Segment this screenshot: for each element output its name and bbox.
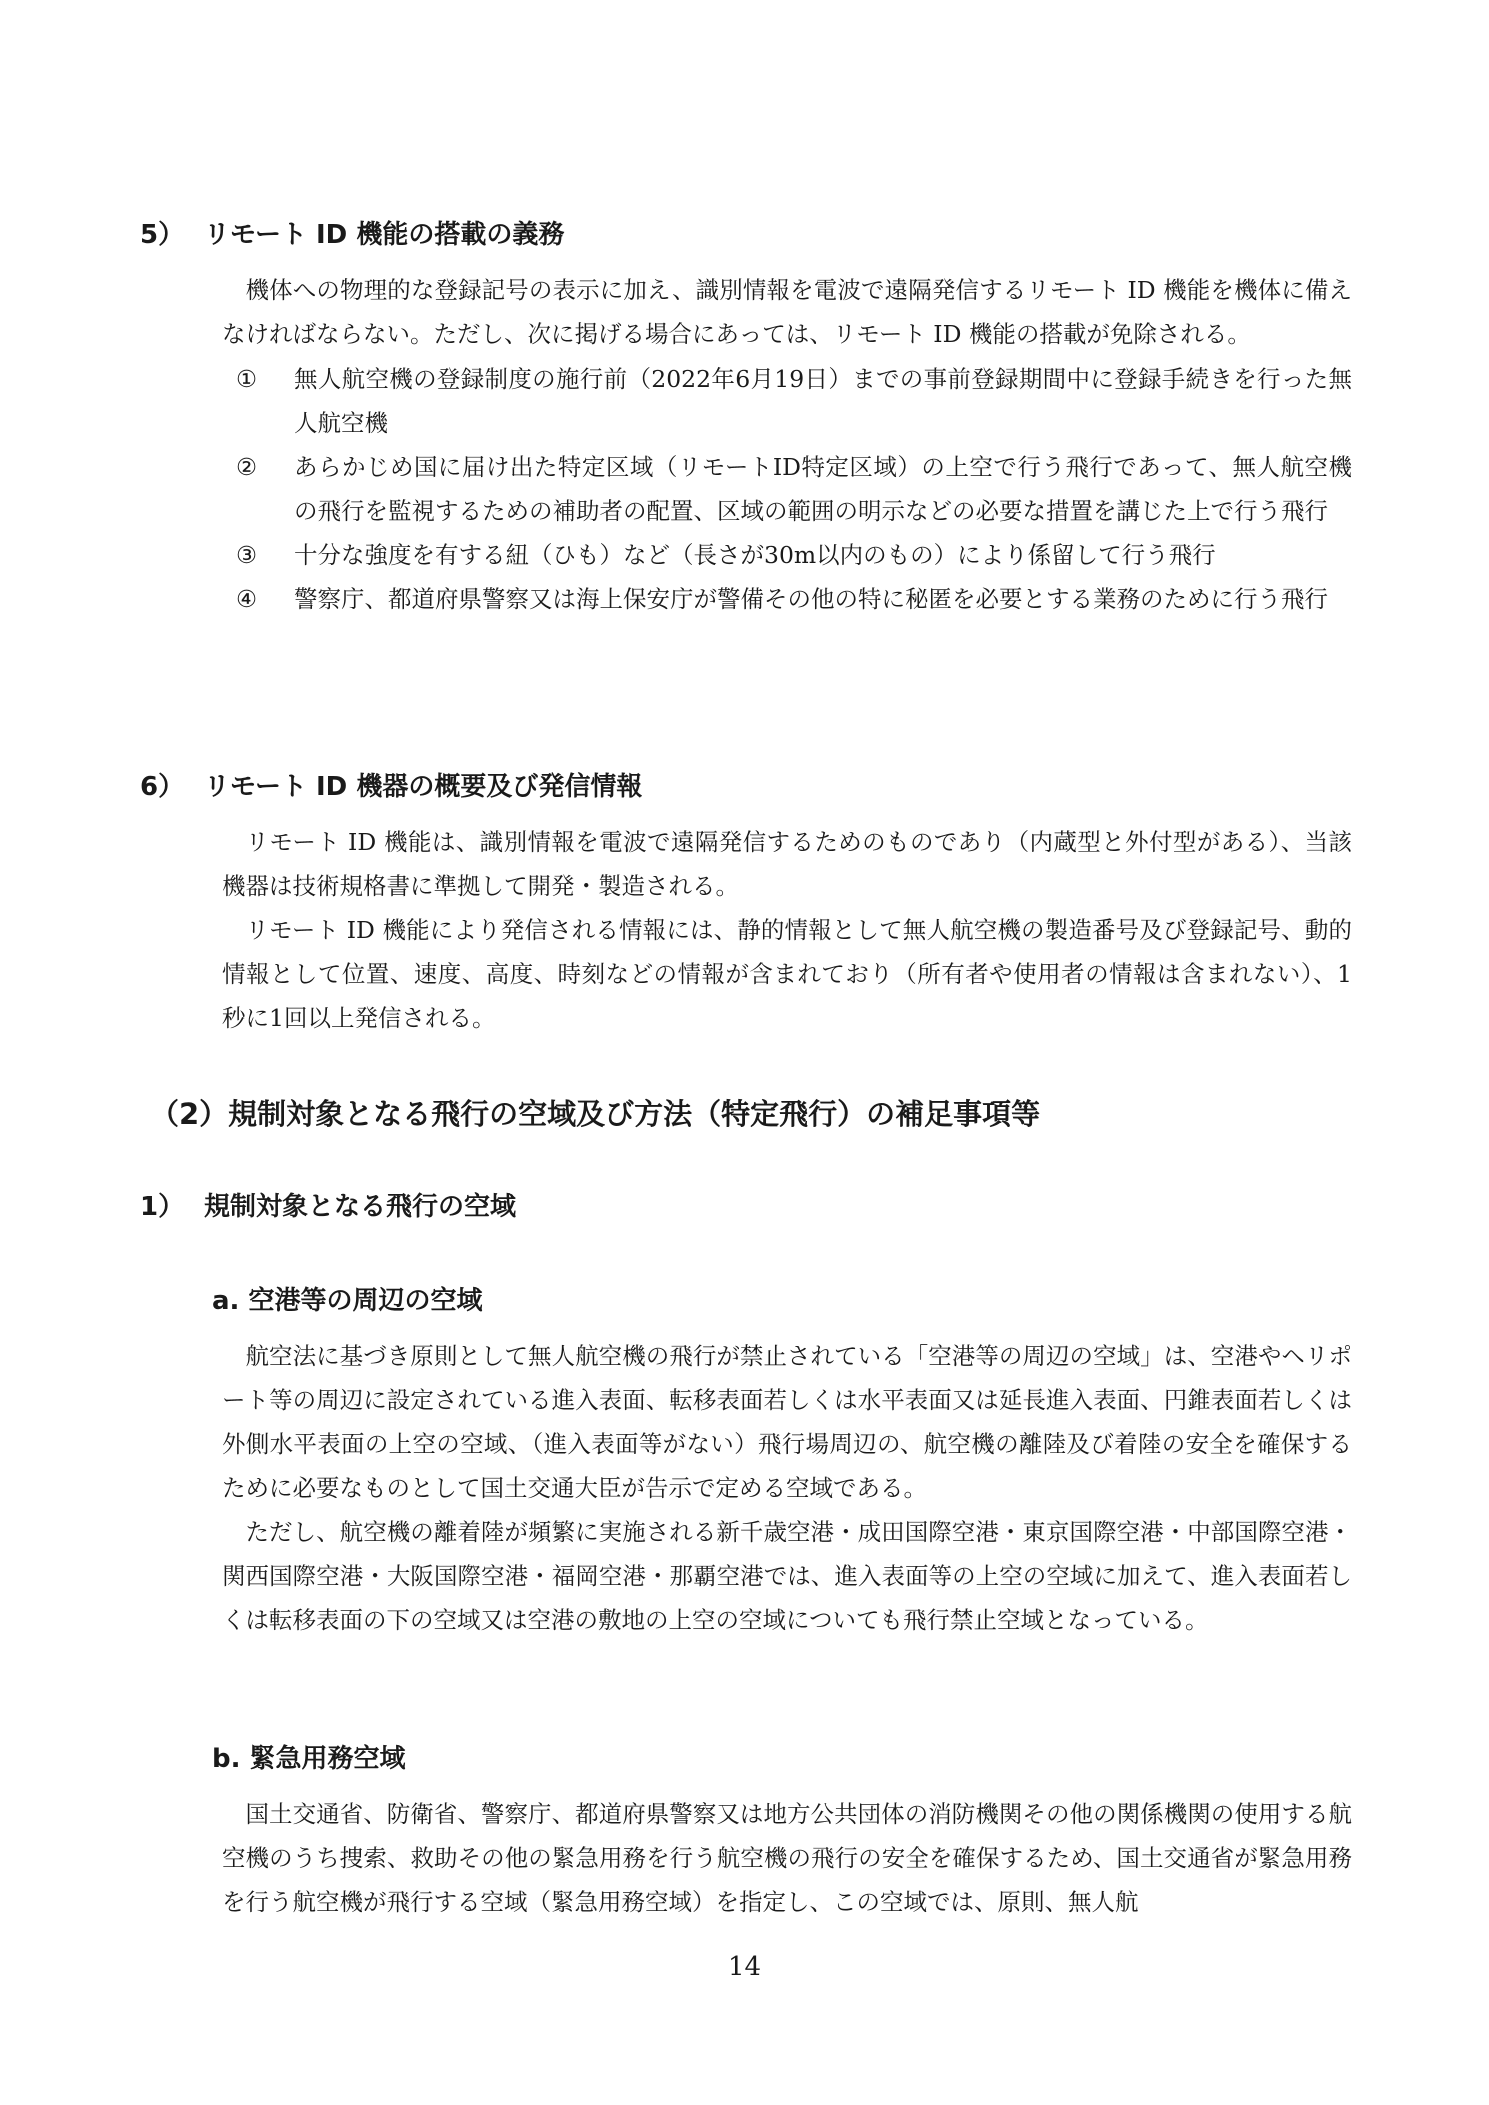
exemption-list — [222, 357, 1352, 621]
chapter-2-heading: （2）規制対象となる飛行の空域及び方法（特定飛行）の補足事項等 — [150, 1097, 1041, 1131]
section-2-1-number: 1） — [140, 1192, 185, 1222]
list-item-text: 無人航空機の登録制度の施行前（2022年6月19日）までの事前登録期間中に登録手続きを行った無人航空機 — [294, 365, 1352, 437]
list-item-text: 警察庁、都道府県警察又は海上保安庁が警備その他の特に秘匿を必要とする業務のために行う飛行 — [294, 585, 1328, 613]
section-5-heading — [140, 214, 564, 251]
section-6-heading — [140, 766, 642, 803]
subsection-b-paragraph-1: 国土交通省、防衛省、警察庁、都道府県警察又は地方公共団体の消防機関その他の関係機関の使用する航空機のうち捜索、救助その他の緊急用務を行う航空機の飛行の安全を確保するため、国土交通省が緊急用務を行う航空機が飛行する空域（緊急用務空域）を指定し、この空域では、原則、無人航 — [222, 1800, 1352, 1916]
list-item — [222, 357, 1352, 445]
list-item-marker: ① — [236, 365, 258, 393]
section-6-number: 6） — [140, 772, 185, 802]
subsection-a-paragraph-2: ただし、航空機の離着陸が頻繁に実施される新千歳空港・成田国際空港・東京国際空港・中部国際空港・関西国際空港・大阪国際空港・福岡空港・那覇空港では、進入表面等の上空の空域に加えて、進入表面若しくは転移表面の下の空域又は空港の敷地の上空の空域についても飛行禁止空域となっている。 — [222, 1518, 1352, 1634]
page-number: 14 — [727, 1952, 762, 1982]
list-item-marker: ④ — [236, 585, 258, 613]
section-6-paragraph-1: リモート ID 機能は、識別情報を電波で遠隔発信するためのものであり（内蔵型と外付型がある）、当該機器は技術規格書に準拠して開発・製造される。 — [222, 828, 1352, 900]
section-5-paragraph: 機体への物理的な登録記号の表示に加え、識別情報を電波で遠隔発信するリモート ID 機能を機体に備えなければならない。ただし、次に掲げる場合にあっては、リモート ID 機能の搭載が免除される。 — [222, 276, 1352, 348]
section-6-title: リモート ID 機器の概要及び発信情報 — [204, 772, 643, 802]
section-2-1-heading — [140, 1186, 516, 1223]
list-item-marker: ③ — [236, 541, 258, 569]
list-item — [222, 533, 1352, 577]
subsection-a-heading: a. 空港等の周辺の空域 — [212, 1286, 483, 1316]
subsection-b-heading: b. 緊急用務空域 — [212, 1744, 406, 1774]
section-5-number: 5） — [140, 220, 185, 250]
section-6-paragraph-2: リモート ID 機能により発信される情報には、静的情報として無人航空機の製造番号及び登録記号、動的情報として位置、速度、高度、時刻などの情報が含まれており（所有者や使用者の情報は含まれない）、1秒に1回以上発信される。 — [222, 916, 1352, 1032]
subsection-a-paragraph-1: 航空法に基づき原則として無人航空機の飛行が禁止されている「空港等の周辺の空域」は、空港やヘリポート等の周辺に設定されている進入表面、転移表面若しくは水平表面又は延長進入表面、円錐表面若しくは外側水平表面の上空の空域、（進入表面等がない）飛行場周辺の、航空機の離陸及び着陸の安全を確保するために必要なものとして国土交通大臣が告示で定める空域である。 — [222, 1342, 1352, 1502]
list-item — [222, 445, 1352, 533]
list-item-marker: ② — [236, 453, 258, 481]
section-5-title: リモート ID 機能の搭載の義務 — [204, 220, 565, 250]
section-2-1-title: 規制対象となる飛行の空域 — [204, 1192, 517, 1222]
list-item-text: あらかじめ国に届け出た特定区域（リモートID特定区域）の上空で行う飛行であって、無人航空機の飛行を監視するための補助者の配置、区域の範囲の明示などの必要な措置を講じた上で行う飛行 — [294, 453, 1352, 525]
list-item-text: 十分な強度を有する紐（ひも）など（長さが30m以内のもの）により係留して行う飛行 — [294, 541, 1216, 569]
list-item — [222, 577, 1352, 621]
